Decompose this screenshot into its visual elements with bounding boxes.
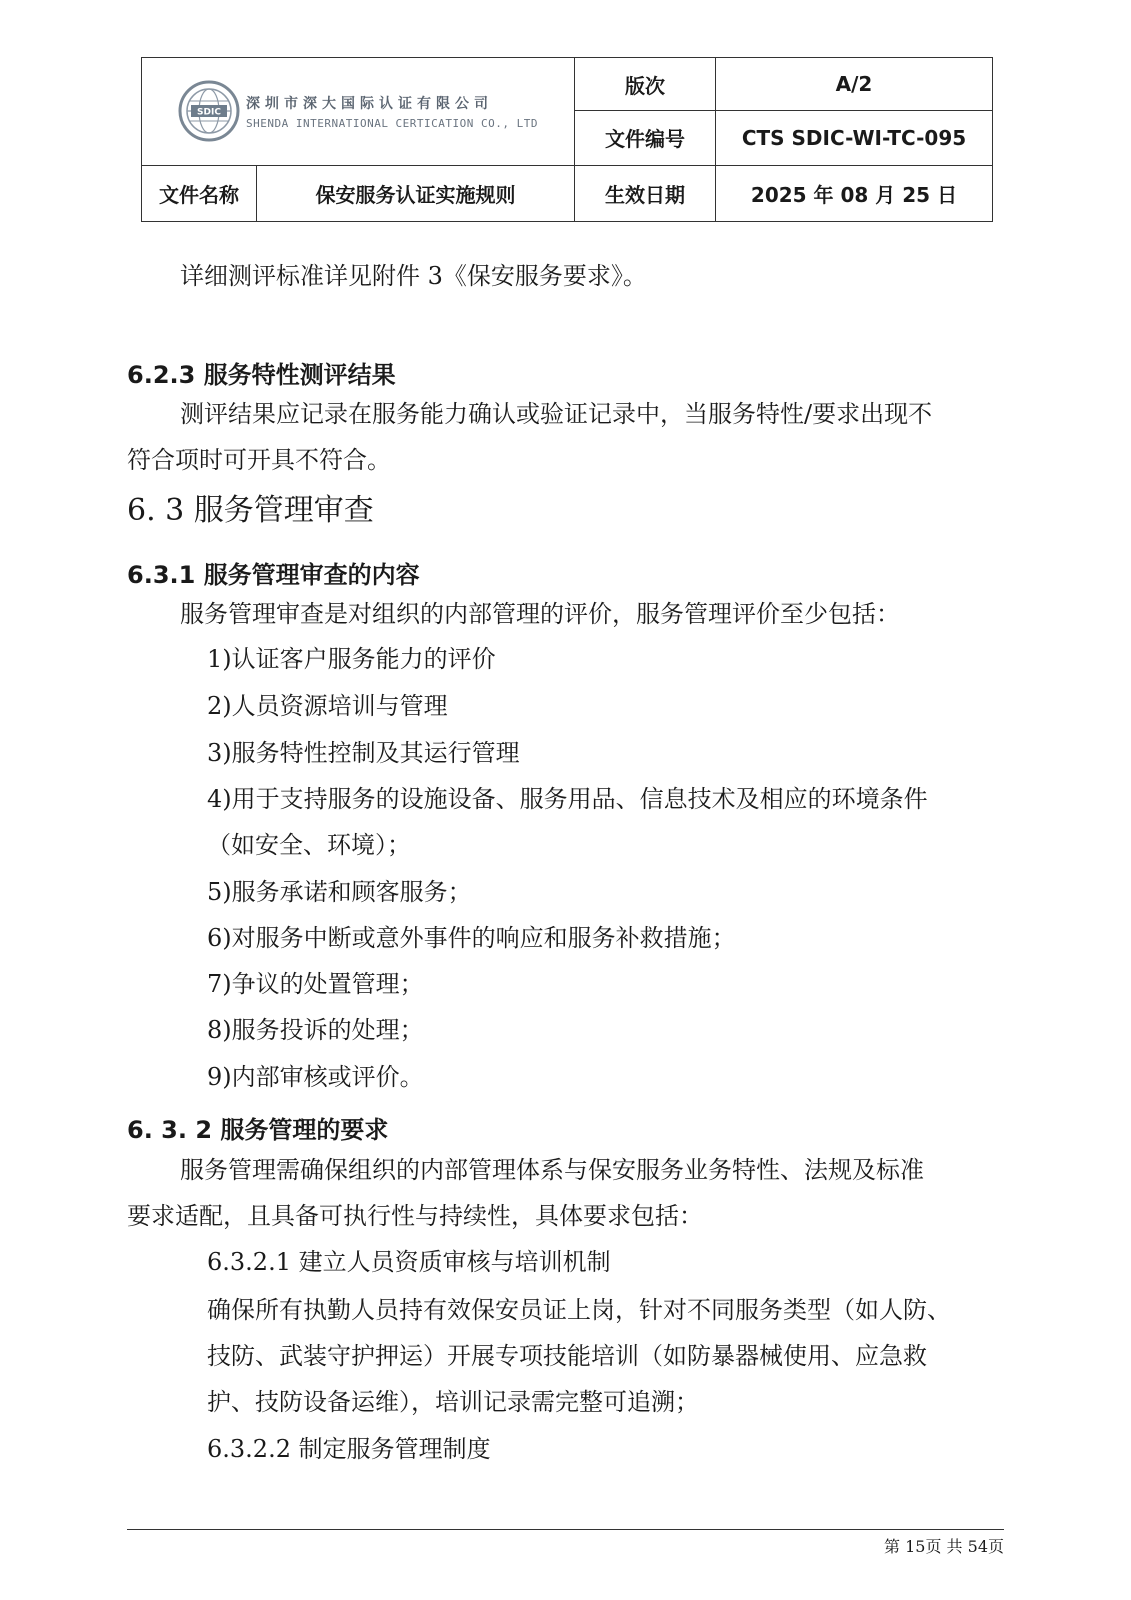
paragraph-text: 服务管理需确保组织的内部管理体系与保安服务业务特性、法规及标准: [180, 1156, 924, 1184]
doc-name-label: 文件名称: [142, 165, 257, 221]
document-header-table: [141, 57, 993, 222]
company-name-cn: 深圳市深大国际认证有限公司: [245, 95, 493, 112]
section-heading-6-3-2: 6. 3. 2 服务管理的要求: [127, 1116, 389, 1144]
paragraph-text: 技防、武装守护押运）开展专项技能培训（如防暴器械使用、应急救: [207, 1342, 927, 1370]
version-label: 版次: [575, 58, 716, 111]
list-item: 1)认证客户服务能力的评价: [207, 645, 496, 673]
list-item-continuation: （如安全、环境）；: [207, 831, 411, 859]
paragraph-text: 符合项时可开具不符合。: [127, 446, 391, 474]
company-logo-cell: [142, 58, 575, 166]
page-number: 第 15页 共 54页: [884, 1537, 1004, 1556]
section-heading-6-2-3: 6.2.3 服务特性测评结果: [127, 361, 396, 389]
section-heading-6-3-1: 6.3.1 服务管理审查的内容: [127, 561, 420, 589]
subsection-title-6-3-2-2: 6.3.2.2 制定服务管理制度: [207, 1435, 491, 1463]
list-item: 4)用于支持服务的设施设备、服务用品、信息技术及相应的环境条件: [207, 785, 928, 813]
footer-divider: [127, 1529, 1004, 1530]
paragraph-text: 服务管理审查是对组织的内部管理的评价，服务管理评价至少包括：: [180, 600, 900, 628]
company-name-en: SHENDA INTERNATIONAL CERTICATION CO., LTD: [245, 116, 539, 130]
list-item: 2)人员资源培训与管理: [207, 692, 448, 720]
logo-text: SDIC: [197, 107, 221, 118]
version-value: A/2: [716, 58, 993, 111]
list-item: 6)对服务中断或意外事件的响应和服务补救措施；: [207, 924, 736, 952]
company-logo-icon: [178, 80, 240, 142]
list-item: 5)服务承诺和顾客服务；: [207, 878, 472, 906]
list-item: 3)服务特性控制及其运行管理: [207, 739, 520, 767]
paragraph-text: 测评结果应记录在服务能力确认或验证记录中，当服务特性/要求出现不: [180, 400, 933, 428]
paragraph-text: 确保所有执勤人员持有效保安员证上岗，针对不同服务类型（如人防、: [207, 1296, 951, 1324]
subsection-title-6-3-2-1: 6.3.2.1 建立人员资质审核与培训机制: [207, 1248, 611, 1276]
doc-number-label: 文件编号: [575, 111, 716, 165]
effective-date-label: 生效日期: [575, 165, 716, 221]
doc-name-value: 保安服务认证实施规则: [257, 165, 575, 221]
paragraph-text: 要求适配，且具备可执行性与持续性，具体要求包括：: [127, 1202, 703, 1230]
section-heading-6-3: 6. 3 服务管理审查: [127, 493, 374, 528]
list-item: 8)服务投诉的处理；: [207, 1016, 424, 1044]
doc-number-value: CTS SDIC-WI-TC-095: [716, 111, 993, 165]
effective-date-value: 2025 年 08 月 25 日: [716, 165, 993, 221]
list-item: 7)争议的处置管理；: [207, 970, 424, 998]
paragraph-text: 护、技防设备运维），培训记录需完整可追溯；: [207, 1388, 699, 1416]
list-item: 9)内部审核或评价。: [207, 1063, 424, 1091]
paragraph-text: 详细测评标准详见附件 3《保安服务要求》。: [180, 262, 647, 290]
